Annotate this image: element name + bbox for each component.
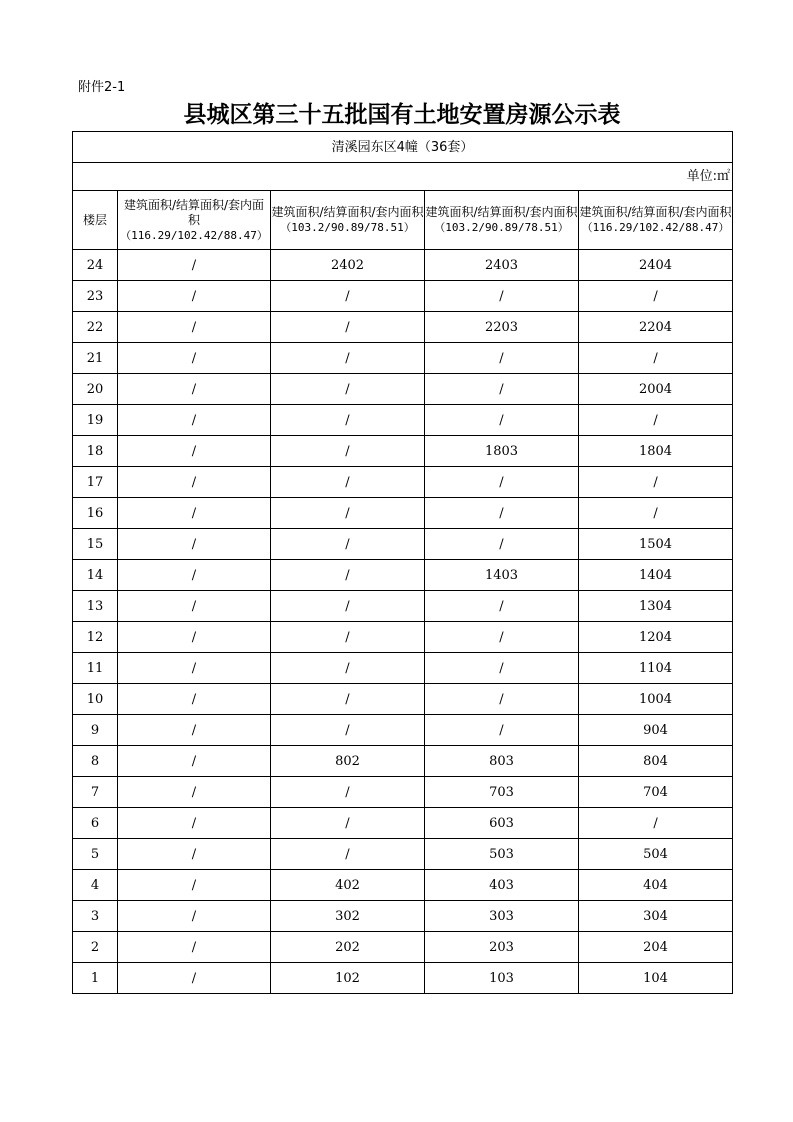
unit-cell: / [579,281,733,312]
unit-cell: / [271,839,425,870]
column-header-spec: （103.2/90.89/78.51） [434,221,569,234]
floor-cell: 11 [73,653,118,684]
unit-cell: 403 [425,870,579,901]
floor-cell: 12 [73,622,118,653]
unit-cell: / [579,405,733,436]
table-row [73,498,733,529]
unit-cell: / [271,653,425,684]
unit-cell: 1803 [425,436,579,467]
unit-cell: / [425,529,579,560]
unit-cell: 2403 [425,250,579,281]
floor-cell: 7 [73,777,118,808]
unit-cell: / [118,870,271,901]
unit-cell: / [118,932,271,963]
table-row [73,374,733,405]
unit-cell: / [271,808,425,839]
floor-cell: 15 [73,529,118,560]
unit-cell: / [271,498,425,529]
unit-cell: / [118,622,271,653]
floor-cell: 22 [73,312,118,343]
floor-cell: 10 [73,684,118,715]
unit-cell: / [271,312,425,343]
unit-cell: / [579,343,733,374]
unit-cell: 1404 [579,560,733,591]
floor-cell: 1 [73,963,118,994]
table-row [73,343,733,374]
floor-header: 楼层 [73,191,118,250]
unit-cell: 2404 [579,250,733,281]
column-header-label: 建筑面积/结算面积/套内面积 [425,205,578,219]
unit-cell: / [425,374,579,405]
unit-cell: / [271,467,425,498]
unit-label: 单位:㎡ [73,163,733,191]
header-row [73,191,733,250]
floor-cell: 4 [73,870,118,901]
unit-cell: / [118,653,271,684]
floor-cell: 20 [73,374,118,405]
floor-cell: 9 [73,715,118,746]
floor-cell: 16 [73,498,118,529]
unit-cell: 402 [271,870,425,901]
unit-cell: / [118,281,271,312]
floor-cell: 13 [73,591,118,622]
table-row [73,467,733,498]
unit-cell: / [271,374,425,405]
floor-cell: 19 [73,405,118,436]
unit-cell: 803 [425,746,579,777]
unit-cell: / [118,405,271,436]
unit-cell: 904 [579,715,733,746]
table-row [73,839,733,870]
unit-cell: / [118,715,271,746]
unit-cell: / [579,467,733,498]
unit-cell: / [118,839,271,870]
floor-cell: 21 [73,343,118,374]
table-row [73,405,733,436]
unit-cell: / [271,777,425,808]
column-header-spec: （116.29/102.42/88.47） [581,221,730,234]
unit-cell: 404 [579,870,733,901]
column-header-label: 建筑面积/结算面积/套内面积 [271,205,424,219]
unit-cell: / [118,250,271,281]
table-row [73,281,733,312]
table-row [73,591,733,622]
unit-cell: / [271,684,425,715]
unit-cell: 1004 [579,684,733,715]
unit-cell: 302 [271,901,425,932]
unit-cell: 203 [425,932,579,963]
column-header-label: 建筑面积/结算面积/套内面积 [123,197,265,227]
floor-cell: 6 [73,808,118,839]
unit-cell: 1403 [425,560,579,591]
page-title: 县城区第三十五批国有土地安置房源公示表 [183,102,621,128]
unit-cell: / [118,808,271,839]
unit-cell: 202 [271,932,425,963]
table-row [73,436,733,467]
unit-cell: 1504 [579,529,733,560]
unit-cell: / [118,901,271,932]
unit-cell: / [118,684,271,715]
table-row [73,932,733,963]
unit-cell: 303 [425,901,579,932]
table-subtitle: 清溪园东区4幢（36套） [73,132,733,163]
unit-cell: / [118,312,271,343]
unit-cell: 1204 [579,622,733,653]
unit-cell: / [118,529,271,560]
unit-cell: 103 [425,963,579,994]
attachment-label: 附件2-1 [78,80,126,95]
unit-cell: / [271,622,425,653]
unit-cell: / [425,405,579,436]
floor-cell: 18 [73,436,118,467]
unit-cell: / [118,746,271,777]
table-row [73,870,733,901]
unit-cell: / [118,467,271,498]
unit-cell: / [271,715,425,746]
unit-cell: 503 [425,839,579,870]
unit-cell: / [271,436,425,467]
unit-cell: / [118,498,271,529]
floor-cell: 3 [73,901,118,932]
column-header [118,191,271,250]
unit-cell: / [118,343,271,374]
table-row [73,715,733,746]
table-row [73,250,733,281]
unit-cell: / [271,281,425,312]
unit-cell: 1104 [579,653,733,684]
table-row [73,777,733,808]
unit-cell: / [425,467,579,498]
table-row [73,901,733,932]
unit-cell: / [425,281,579,312]
table-row [73,312,733,343]
floor-cell: 2 [73,932,118,963]
unit-cell: 802 [271,746,425,777]
unit-cell: 1804 [579,436,733,467]
floor-cell: 14 [73,560,118,591]
unit-cell: 704 [579,777,733,808]
unit-cell: 2203 [425,312,579,343]
floor-cell: 24 [73,250,118,281]
column-header-label: 建筑面积/结算面积/套内面积 [579,205,732,219]
column-header [425,191,579,250]
unit-cell: 504 [579,839,733,870]
column-header-spec: （116.29/102.42/88.47） [120,228,268,242]
unit-cell: 703 [425,777,579,808]
unit-cell: 304 [579,901,733,932]
floor-cell: 17 [73,467,118,498]
table-row [73,560,733,591]
unit-cell: / [425,684,579,715]
unit-cell: / [118,777,271,808]
unit-cell: / [579,808,733,839]
unit-cell: / [118,436,271,467]
table-row [73,963,733,994]
unit-cell: 204 [579,932,733,963]
unit-cell: / [425,591,579,622]
table-row [73,529,733,560]
unit-cell: 2402 [271,250,425,281]
unit-cell: / [271,405,425,436]
unit-cell: 2004 [579,374,733,405]
table-row [73,684,733,715]
unit-cell: / [425,343,579,374]
unit-cell: 603 [425,808,579,839]
unit-cell: / [271,343,425,374]
table-row [73,653,733,684]
floor-cell: 5 [73,839,118,870]
unit-cell: / [425,715,579,746]
table-row [73,746,733,777]
unit-cell: 1304 [579,591,733,622]
unit-cell: 104 [579,963,733,994]
unit-cell: / [271,591,425,622]
unit-cell: / [118,963,271,994]
unit-cell: / [118,374,271,405]
floor-cell: 8 [73,746,118,777]
unit-cell: / [271,560,425,591]
unit-cell: / [118,591,271,622]
column-header [579,191,733,250]
unit-cell: / [425,653,579,684]
floor-cell: 23 [73,281,118,312]
table-row [73,622,733,653]
unit-cell: / [425,622,579,653]
unit-cell: / [271,529,425,560]
column-header-spec: （103.2/90.89/78.51） [280,221,415,234]
column-header [271,191,425,250]
unit-cell: / [118,560,271,591]
table-row [73,808,733,839]
unit-cell: 102 [271,963,425,994]
unit-cell: / [425,498,579,529]
unit-cell: 2204 [579,312,733,343]
unit-cell: 804 [579,746,733,777]
housing-table [72,131,733,994]
unit-cell: / [579,498,733,529]
